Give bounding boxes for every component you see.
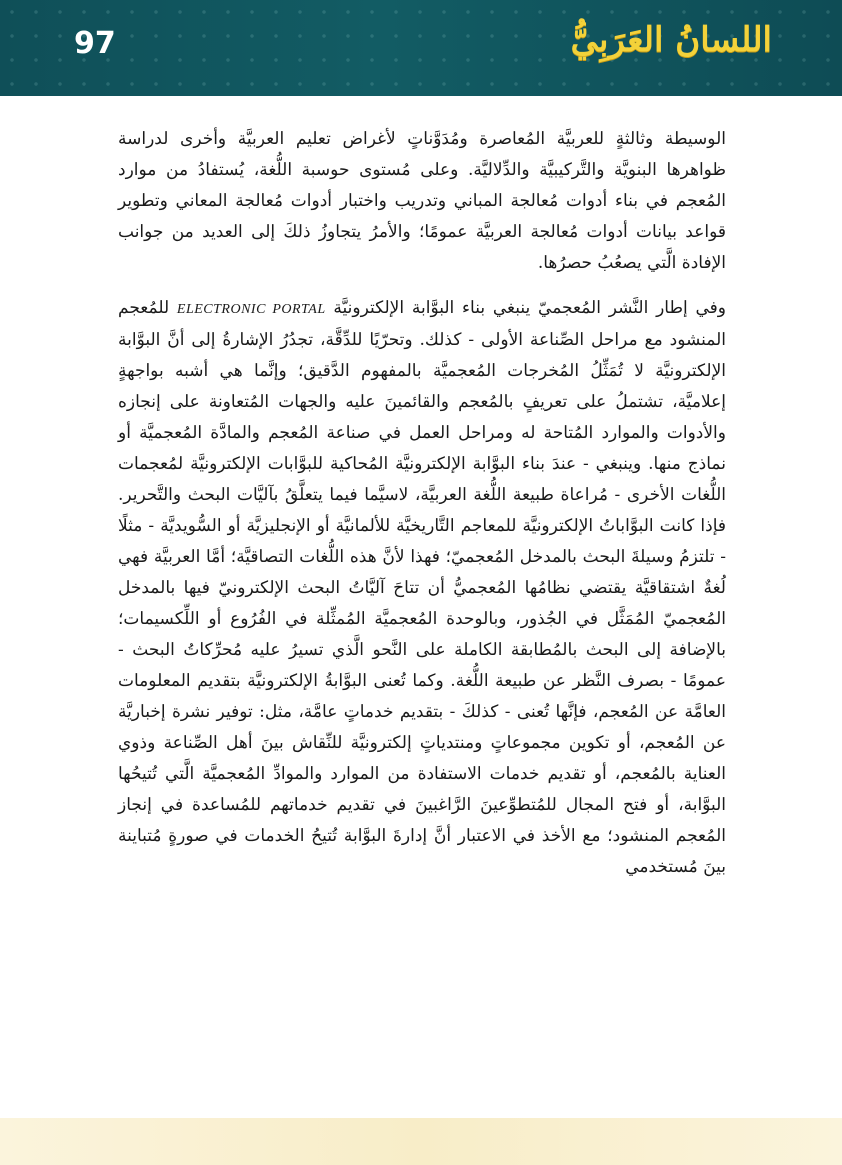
latin-term: ELECTRONIC PORTAL — [176, 302, 326, 317]
paragraph-2 — [118, 293, 726, 883]
article-body — [118, 124, 726, 897]
footer-band — [0, 1118, 842, 1165]
page-header — [0, 0, 842, 96]
page-number: 97 — [74, 26, 116, 61]
paragraph-2-start: وفي إطار النَّشر المُعجميّ ينبغي بناء البوَّابة الإلكترونيَّة — [333, 298, 727, 318]
journal-logo: اللسانُ العَرَبِيُّ — [570, 20, 772, 60]
paragraph-2-rest: للمُعجم المنشود مع مراحل الصِّناعة الأولى - كذلك. وتحرّيًا للدِّقَّة، تجدُرُ الإشارةُ إلى أنَّ البوَّابة الإلكترونيَّة لا تُمَثِّلُ المُخرجات المُعجميَّة بالمفهوم الدَّقيق؛ وإنَّما هي أشبه بواجهةٍ إعلاميَّة، تشتملُ على تعريفٍ بالمُعجم والقائمينَ عليه والجهات المُتعاونة على إنجازه والأدوات والموارد المُتاحة له ومراحل العمل في صناعة المُعجم والمادَّة المُعجميَّة أو نماذج منها. وينبغي - عندَ بناء البوَّابة الإلكترونيَّة المُحاكية للبوَّابات الإلكترونيَّة لمُعجمات اللُّغات الأخرى - مُراعاة طبيعة اللُّغة العربيَّة، لاسيَّما فيما يتعلَّقُ بآليَّات البحث والتَّحرير. فإذا كانت البوَّاباتُ الإلكترونيَّة للمعاجم التَّاريخيَّة للألمانيَّة أو الإنجليزيَّة أو السُّويديَّة - مثلًا - تلتزمُ وسيلةَ البحث بالمدخل المُعجميّ؛ فهذا لأنَّ هذه اللُّغات التصاقيَّة؛ أمَّا العربيَّة فهي لُغةٌ اشتقاقيَّة يقتضي نظامُها المُعجميُّ أن تتاحَ آليَّاتُ البحث الإلكترونيّ فيها بالمدخل المُعجميّ المُمَثَّل في الجُذور، وبالوحدة المُعجميَّة المُمثِّلة في الفُرُوع أو اللِّكسيمات؛ بالإضافة إلى البحث بالمُطابقة الكاملة على النَّحو الَّذي تسيرُ عليه مُحرِّكاتُ البحث - عمومًا - بصرف النَّظر عن طبيعة اللُّغة. وكما تُعنى البوَّابةُ الإلكترونيَّة بتقديم المعلومات العامَّة عن المُعجم، فإنَّها تُعنى - كذلكَ - بتقديم خدماتٍ عامَّة، مثل: توفير نشرة إخباريَّة عن المُعجم، أو تكوين مجموعاتٍ ومنتدياتٍ إلكترونيَّة للنِّقاش بينَ أهل الصِّناعة وذوي العناية بالمُعجم، أو تقديم خدمات الاستفادة من الموارد والموادِّ المُعجميَّة الَّتي تُتيحُها البوَّابة، أو فتح المجال للمُتطوِّعينَ الرَّاغبينَ في تقديم خدماتهم للمُساعدة في إنجاز المُعجم المنشود؛ مع الأخذ في الاعتبار أنَّ إدارةَ البوَّابة تُتيحُ الخدمات في صورةٍ مُتباينة بينَ مُستخدمي — [118, 298, 726, 877]
paragraph-1: الوسيطة وثالثةٍ للعربيَّة المُعاصرة ومُدَوَّناتٍ لأغراض تعليم العربيَّة وأخرى لدراسة ظواهرها البنويَّة والتَّركيبيَّة والدِّلاليَّة. وعلى مُستوى حوسبة اللُّغة، يُستفادُ من موارد المُعجم في بناء أدوات مُعالجة المباني وتدريب واختبار أدوات مُعالجة المعاني وتطوير قواعد بيانات أدوات مُعالجة العربيَّة عمومًا؛ والأمرُ يتجاوزُ ذلكَ إلى العديد من جوانب الإفادة الَّتي يصعُبُ حصرُها. — [118, 129, 726, 273]
